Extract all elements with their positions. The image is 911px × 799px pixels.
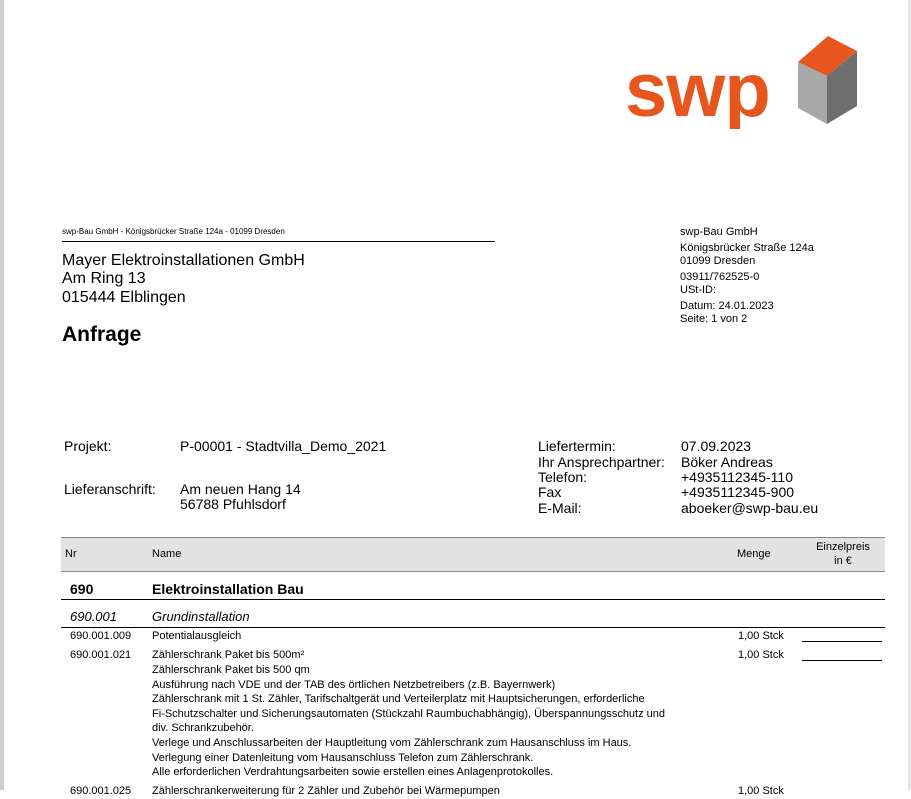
company-street: Königsbrücker Straße 124a bbox=[680, 242, 814, 254]
recipient-name: Mayer Elektroinstallationen GmbH bbox=[62, 252, 305, 269]
delivery-date-value: 07.09.2023 bbox=[681, 438, 752, 454]
page-number: Seite: 1 von 2 bbox=[680, 313, 748, 325]
sender-line: swp-Bau GmbH - Königsbrücker Straße 124a - 01099 Dresden bbox=[62, 227, 285, 236]
position-name: Zählerschrank Paket bis 500m² bbox=[152, 649, 305, 661]
col-unit-price-1: Einzelpreis bbox=[816, 541, 870, 553]
project-value: P-00001 - Stadtvilla_Demo_2021 bbox=[180, 438, 387, 454]
delivery-city: 56788 Pfuhlsdorf bbox=[180, 496, 286, 512]
sender-rule bbox=[62, 241, 495, 242]
position-quantity: 1,00 Stck bbox=[738, 630, 784, 642]
phone-label: Telefon: bbox=[538, 469, 588, 485]
col-unit-price-2: in € bbox=[834, 555, 852, 567]
price-input-line[interactable] bbox=[802, 660, 882, 661]
price-input-line[interactable] bbox=[802, 641, 882, 642]
document-date: Datum: 24.01.2023 bbox=[680, 300, 774, 312]
delivery-date-label: Liefertermin: bbox=[538, 438, 616, 454]
position-description-line: Verlegung einer Datenleitung vom Hausanschluss Telefon zum Zählerschrank. bbox=[152, 751, 534, 764]
group-name: Elektroinstallation Bau bbox=[152, 581, 304, 597]
recipient-street: Am Ring 13 bbox=[62, 270, 146, 287]
phone-value: +4935112345-110 bbox=[681, 469, 793, 485]
company-phone: 03911/762525-0 bbox=[680, 271, 760, 283]
position-description-line: Zählerschrank mit 1 St. Zähler, Tarifschaltgerät und Verteilerplatz mit Hauptsicherungen, erforderliche bbox=[152, 693, 645, 706]
fax-value: +4935112345-900 bbox=[681, 484, 795, 500]
position-description-line: Alle erforderlichen Verdrahtungsarbeiten sowie erstellen eines Anlagenprotokolles. bbox=[152, 766, 554, 779]
email-value[interactable]: aboeker@swp-bau.eu bbox=[681, 500, 819, 516]
col-nr: Nr bbox=[65, 548, 77, 560]
company-ust: USt-ID: bbox=[680, 284, 717, 296]
delivery-address-label: Lieferanschrift: bbox=[64, 481, 156, 497]
position-description-line: div. Schrankzubehör. bbox=[152, 722, 254, 735]
delivery-street: Am neuen Hang 14 bbox=[180, 481, 301, 497]
subgroup-name: Grundinstallation bbox=[152, 609, 250, 624]
position-nr: 690.001.009 bbox=[70, 630, 132, 642]
position-quantity: 1,00 Stck bbox=[738, 785, 784, 797]
contact-person-label: Ihr Ansprechpartner: bbox=[538, 454, 665, 470]
group-row bbox=[61, 571, 885, 600]
contact-person-value: Böker Andreas bbox=[681, 454, 773, 470]
position-nr: 690.001.021 bbox=[70, 649, 132, 661]
position-name: Zählerschrankerweiterung für 2 Zähler und Zubehör bei Wärmepumpen bbox=[152, 785, 500, 797]
project-label: Projekt: bbox=[64, 438, 112, 454]
document-title: Anfrage bbox=[62, 323, 142, 346]
position-quantity: 1,00 Stck bbox=[738, 649, 784, 661]
email-label: E-Mail: bbox=[538, 500, 582, 516]
swp-logo bbox=[625, 34, 860, 129]
company-city: 01099 Dresden bbox=[680, 255, 756, 267]
position-description-line: Zählerschrank Paket bis 500 qm bbox=[152, 664, 310, 676]
table-header bbox=[61, 537, 885, 572]
logo-text: swp bbox=[625, 48, 770, 129]
position-description-line: Ausführung nach VDE und der TAB des örtlichen Netzbetreibers (z.B. Bayernwerk) bbox=[152, 678, 556, 691]
subgroup-number: 690.001 bbox=[70, 609, 117, 624]
page-edge-left bbox=[0, 0, 4, 790]
recipient-city: 015444 Elblingen bbox=[62, 289, 186, 306]
position-name: Potentialausgleich bbox=[152, 630, 242, 642]
col-name: Name bbox=[152, 548, 182, 560]
position-nr: 690.001.025 bbox=[70, 785, 132, 797]
position-description-line: Verlege und Anschlussarbeiten der Hauptleitung vom Zählerschrank zum Hausanschluss im Haus. bbox=[152, 737, 632, 749]
position-description-line: Fi-Schutzschalter und Sicherungsautomaten (Stückzahl Raumbuchabhängig), Überspannungsschutz und bbox=[152, 707, 666, 720]
subgroup-row bbox=[61, 600, 885, 628]
company-name: swp-Bau GmbH bbox=[680, 226, 758, 238]
group-number: 690 bbox=[70, 581, 94, 597]
col-quantity: Menge bbox=[737, 548, 771, 560]
fax-label: Fax bbox=[538, 484, 562, 500]
